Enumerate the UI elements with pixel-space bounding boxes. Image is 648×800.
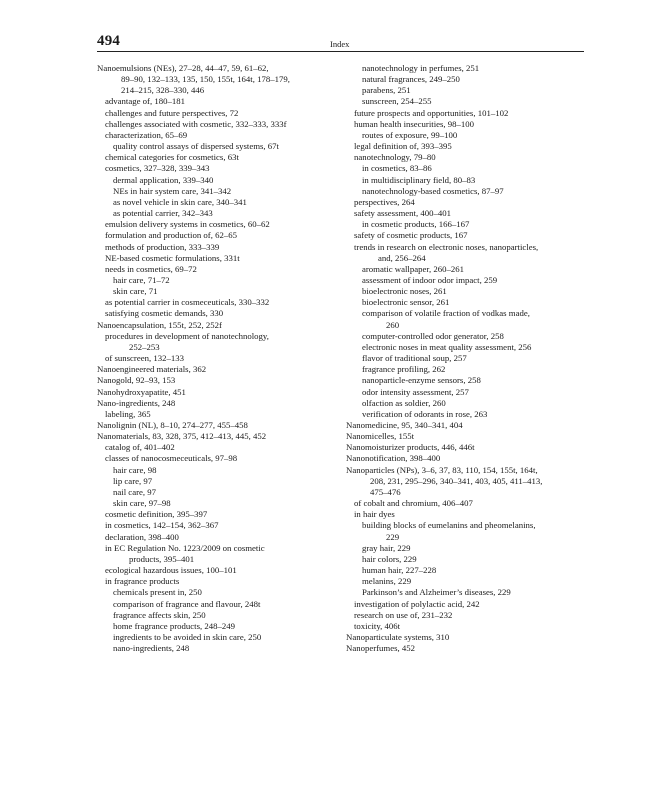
index-entry bbox=[97, 576, 333, 587]
index-entry-line: sunscreen, 254–255 bbox=[362, 96, 432, 107]
index-entry-line: classes of nanocosmeceuticals, 97–98 bbox=[105, 453, 238, 464]
index-entry-line: building blocks of eumelanins and pheomelanins, bbox=[362, 520, 536, 531]
index-entry-line: comparison of fragrance and flavour, 248t bbox=[113, 598, 261, 609]
index-entry bbox=[346, 119, 584, 130]
index-entry bbox=[97, 420, 333, 431]
index-entry-line: aromatic wallpaper, 260–261 bbox=[362, 263, 464, 274]
page-number: 494 bbox=[97, 33, 121, 49]
index-entry-line: and, 256–264 bbox=[378, 252, 426, 263]
index-entry-line: in cosmetic products, 166–167 bbox=[362, 219, 470, 230]
index-entry bbox=[97, 364, 333, 375]
index-entry bbox=[346, 610, 584, 621]
index-entry bbox=[346, 219, 584, 230]
index-entry bbox=[346, 409, 584, 420]
index-entry-line: trends in research on electronic noses, nanoparticles, bbox=[354, 241, 539, 252]
index-entry bbox=[97, 375, 333, 386]
index-entry bbox=[97, 208, 333, 219]
index-entry bbox=[346, 331, 584, 342]
index-entry bbox=[97, 96, 333, 107]
index-entry-line: of cobalt and chromium, 406–407 bbox=[354, 498, 473, 509]
index-entry-line: nanoparticle-enzyme sensors, 258 bbox=[362, 375, 481, 386]
index-entry bbox=[97, 175, 333, 186]
index-entry bbox=[346, 264, 584, 275]
index-entry bbox=[346, 108, 584, 119]
index-entry bbox=[346, 398, 584, 409]
index-entry bbox=[346, 420, 584, 431]
index-entry-line: electronic noses in meat quality assessment, 256 bbox=[362, 341, 532, 352]
index-entry bbox=[97, 119, 333, 130]
index-entry bbox=[346, 286, 584, 297]
index-entry bbox=[97, 275, 333, 286]
index-entry-line: Nanolignin (NL), 8–10, 274–277, 455–458 bbox=[97, 420, 248, 430]
index-entry bbox=[97, 643, 333, 654]
index-entry-line: Nanohydroxyapatite, 451 bbox=[97, 386, 186, 397]
index-entry bbox=[346, 543, 584, 554]
index-entry-line: olfaction as soldier, 260 bbox=[362, 397, 446, 408]
index-entry-line: Nanomoisturizer products, 446, 446t bbox=[346, 442, 475, 453]
index-entry bbox=[346, 63, 584, 74]
index-entry bbox=[346, 632, 584, 643]
index-entry bbox=[346, 587, 584, 598]
index-entry bbox=[346, 353, 584, 364]
index-entry bbox=[346, 375, 584, 386]
index-entry-line: 229 bbox=[386, 531, 400, 542]
index-entry bbox=[346, 163, 584, 174]
index-entry-line: needs in cosmetics, 69–72 bbox=[105, 263, 197, 274]
index-entry-line: declaration, 398–400 bbox=[105, 531, 179, 542]
index-entry bbox=[97, 610, 333, 621]
index-entry bbox=[97, 141, 333, 152]
index-entry bbox=[97, 230, 333, 241]
index-entry bbox=[346, 175, 584, 186]
index-entry-line: chemicals present in, 250 bbox=[113, 587, 202, 598]
index-entry bbox=[97, 108, 333, 119]
index-entry bbox=[97, 197, 333, 208]
index-entry-line: as potential carrier, 342–343 bbox=[113, 208, 213, 219]
index-entry-line: in cosmetics, 142–154, 362–367 bbox=[105, 520, 219, 531]
index-entry bbox=[346, 442, 584, 453]
index-entry-line: hair colors, 229 bbox=[362, 553, 417, 564]
index-entry-line: Nanoengineered materials, 362 bbox=[97, 364, 207, 375]
index-entry bbox=[346, 130, 584, 141]
index-entry bbox=[97, 353, 333, 364]
index-entry bbox=[346, 520, 584, 542]
index-entry bbox=[346, 643, 584, 654]
index-entry-line: emulsion delivery systems in cosmetics, 60–62 bbox=[105, 219, 270, 230]
index-entry-line: in multidisciplinary field, 80–83 bbox=[362, 174, 476, 185]
index-entry bbox=[97, 431, 333, 442]
index-entry-line: dermal application, 339–340 bbox=[113, 174, 214, 185]
index-entry-line: in EC Regulation No. 1223/2009 on cosmetic bbox=[105, 542, 265, 553]
index-entry-line: fragrance profiling, 262 bbox=[362, 364, 446, 375]
index-entry-line: bioelectronic sensor, 261 bbox=[362, 297, 450, 308]
index-entry-line: 89–90, 132–133, 135, 150, 155t, 164t, 178–179, bbox=[121, 74, 290, 85]
index-entry-line: labeling, 365 bbox=[105, 408, 151, 419]
index-entry-line: chemical categories for cosmetics, 63t bbox=[105, 152, 239, 163]
index-entry-line: 252–253 bbox=[129, 341, 160, 352]
index-entry-line: perspectives, 264 bbox=[354, 196, 415, 207]
index-entry-line: gray hair, 229 bbox=[362, 542, 411, 553]
index-entry bbox=[346, 230, 584, 241]
index-entry bbox=[97, 152, 333, 163]
index-entry-line: nanotechnology, 79–80 bbox=[354, 152, 436, 163]
index-entry-line: routes of exposure, 99–100 bbox=[362, 129, 458, 140]
index-entry bbox=[97, 453, 333, 464]
index-entry bbox=[97, 409, 333, 420]
index-entry-line: human health insecurities, 98–100 bbox=[354, 118, 475, 129]
index-entry-line: advantage of, 180–181 bbox=[105, 96, 185, 107]
index-entry-line: safety of cosmetic products, 167 bbox=[354, 230, 468, 241]
index-entry bbox=[97, 498, 333, 509]
index-entry-line: natural fragrances, 249–250 bbox=[362, 74, 460, 85]
index-entry bbox=[97, 219, 333, 230]
index-entry bbox=[97, 599, 333, 610]
index-entry bbox=[346, 96, 584, 107]
index-entry bbox=[97, 331, 333, 353]
index-entry-line: Nanoperfumes, 452 bbox=[346, 643, 416, 654]
index-entry bbox=[97, 543, 333, 565]
index-entry bbox=[346, 275, 584, 286]
index-entry bbox=[346, 576, 584, 587]
index-entry bbox=[346, 308, 584, 330]
index-entry-line: Nanoparticulate systems, 310 bbox=[346, 631, 450, 642]
index-entry bbox=[97, 242, 333, 253]
index-entry bbox=[346, 74, 584, 85]
index-entry bbox=[97, 565, 333, 576]
index-entry bbox=[97, 509, 333, 520]
index-entry bbox=[346, 465, 584, 498]
index-entry bbox=[97, 130, 333, 141]
index-entry-line: Nanomedicine, 95, 340–341, 404 bbox=[346, 420, 463, 430]
index-column-left bbox=[97, 63, 333, 654]
index-entry-line: flavor of traditional soup, 257 bbox=[362, 353, 467, 364]
index-entry bbox=[97, 487, 333, 498]
index-entry bbox=[97, 587, 333, 598]
index-entry-line: bioelectronic noses, 261 bbox=[362, 286, 447, 297]
index-entry bbox=[97, 532, 333, 543]
index-entry-line: of sunscreen, 132–133 bbox=[105, 353, 184, 364]
index-entry-line: Nanoencapsulation, 155t, 252, 252f bbox=[97, 319, 222, 330]
index-entry bbox=[97, 465, 333, 476]
index-entry-line: 214–215, 328–330, 446 bbox=[121, 85, 205, 96]
index-entry-line: fragrance affects skin, 250 bbox=[113, 609, 206, 620]
index-entry-line: procedures in development of nanotechnology, bbox=[105, 330, 269, 341]
index-entry bbox=[346, 342, 584, 353]
index-entry bbox=[97, 621, 333, 632]
index-entry bbox=[97, 387, 333, 398]
index-entry-line: human hair, 227–228 bbox=[362, 565, 437, 576]
index-entry-line: cosmetics, 327–328, 339–343 bbox=[105, 163, 210, 174]
index-entry-line: Nano-ingredients, 248 bbox=[97, 397, 176, 408]
index-entry-line: Nanoemulsions (NEs), 27–28, 44–47, 59, 61–62, bbox=[97, 63, 269, 73]
index-entry-line: hair care, 98 bbox=[113, 464, 157, 475]
index-entry-line: challenges and future perspectives, 72 bbox=[105, 107, 239, 118]
index-entry bbox=[346, 453, 584, 464]
index-column-right bbox=[346, 63, 584, 654]
index-entry-line: characterization, 65–69 bbox=[105, 129, 188, 140]
index-entry bbox=[97, 632, 333, 643]
index-entry bbox=[346, 565, 584, 576]
index-entry bbox=[97, 520, 333, 531]
index-entry-line: 260 bbox=[386, 319, 400, 330]
index-entry bbox=[346, 364, 584, 375]
index-entry-line: melanins, 229 bbox=[362, 576, 412, 587]
index-entry-line: as potential carrier in cosmeceuticals, 330–332 bbox=[105, 297, 270, 308]
index-entry-line: Nanogold, 92–93, 153 bbox=[97, 375, 176, 386]
index-entry-line: Nanomaterials, 83, 328, 375, 412–413, 445, 452 bbox=[97, 431, 267, 442]
index-entry-line: as novel vehicle in skin care, 340–341 bbox=[113, 196, 247, 207]
index-entry-line: 208, 231, 295–296, 340–341, 403, 405, 411–413, bbox=[370, 475, 543, 486]
index-entry bbox=[97, 186, 333, 197]
index-entry bbox=[346, 186, 584, 197]
index-entry bbox=[346, 141, 584, 152]
index-entry-line: nano-ingredients, 248 bbox=[113, 643, 190, 654]
index-entry bbox=[346, 208, 584, 219]
index-entry-line: NE-based cosmetic formulations, 331t bbox=[105, 252, 240, 263]
index-entry-line: verification of odorants in rose, 263 bbox=[362, 408, 488, 419]
index-entry bbox=[346, 297, 584, 308]
index-entry bbox=[346, 621, 584, 632]
index-entry bbox=[346, 509, 584, 520]
running-head: Index bbox=[330, 39, 350, 49]
index-entry bbox=[97, 476, 333, 487]
index-entry bbox=[346, 599, 584, 610]
index-entry-line: in hair dyes bbox=[354, 509, 395, 520]
index-entry bbox=[97, 163, 333, 174]
index-entry-line: products, 395–401 bbox=[129, 553, 195, 564]
index-entry-line: Nanomicelles, 155t bbox=[346, 431, 415, 442]
index-entry-line: research on use of, 231–232 bbox=[354, 609, 453, 620]
index-entry-line: assessment of indoor odor impact, 259 bbox=[362, 274, 498, 285]
index-entry-line: formulation and production of, 62–65 bbox=[105, 230, 237, 241]
index-entry bbox=[346, 152, 584, 163]
index-entry bbox=[97, 442, 333, 453]
index-entry-line: nanotechnology in perfumes, 251 bbox=[362, 63, 480, 73]
index-entry bbox=[346, 554, 584, 565]
index-entry bbox=[346, 431, 584, 442]
index-entry-line: future prospects and opportunities, 101–102 bbox=[354, 107, 509, 118]
index-entry-line: Nanoparticles (NPs), 3–6, 37, 83, 110, 154, 155t, 164t, bbox=[346, 464, 538, 475]
index-entry bbox=[346, 387, 584, 398]
index-entry-line: safety assessment, 400–401 bbox=[354, 208, 451, 219]
index-entry-line: comparison of volatile fraction of vodkas made, bbox=[362, 308, 530, 319]
index-entry bbox=[97, 264, 333, 275]
index-entry-line: catalog of, 401–402 bbox=[105, 442, 175, 453]
index-entry-line: nail care, 97 bbox=[113, 486, 156, 497]
index-entry-line: odor intensity assessment, 257 bbox=[362, 386, 469, 397]
index-entry-line: ingredients to be avoided in skin care, 250 bbox=[113, 631, 262, 642]
index-entry-line: investigation of polylactic acid, 242 bbox=[354, 598, 480, 609]
index-entry bbox=[97, 308, 333, 319]
index-entry bbox=[97, 398, 333, 409]
index-entry bbox=[346, 197, 584, 208]
index-entry-line: methods of production, 333–339 bbox=[105, 241, 220, 252]
index-entry bbox=[346, 242, 584, 264]
index-entry-line: in fragrance products bbox=[105, 576, 180, 587]
index-entry-line: in cosmetics, 83–86 bbox=[362, 163, 432, 174]
index-entry-line: lip care, 97 bbox=[113, 475, 153, 486]
index-entry-line: legal definition of, 393–395 bbox=[354, 141, 452, 152]
index-entry-line: skin care, 71 bbox=[113, 286, 158, 297]
index-entry-line: challenges associated with cosmetic, 332–333, 333f bbox=[105, 118, 287, 129]
index-entry bbox=[97, 253, 333, 264]
index-entry bbox=[97, 63, 333, 96]
index-entry-line: quality control assays of dispersed systems, 67t bbox=[113, 141, 279, 152]
index-entry bbox=[97, 286, 333, 297]
index-entry-line: cosmetic definition, 395–397 bbox=[105, 509, 208, 520]
index-entry-line: parabens, 251 bbox=[362, 85, 411, 96]
index-entry-line: nanotechnology-based cosmetics, 87–97 bbox=[362, 185, 504, 196]
index-entry-line: Nanonotification, 398–400 bbox=[346, 453, 441, 464]
header-rule bbox=[97, 51, 584, 52]
index-entry-line: home fragrance products, 248–249 bbox=[113, 620, 235, 631]
index-entry-line: NEs in hair system care, 341–342 bbox=[113, 185, 232, 196]
index-entry-line: Parkinson’s and Alzheimer’s diseases, 229 bbox=[362, 587, 511, 598]
index-entry-line: ecological hazardous issues, 100–101 bbox=[105, 565, 237, 576]
index-entry bbox=[346, 498, 584, 509]
index-entry-line: computer-controlled odor generator, 258 bbox=[362, 330, 504, 341]
index-entry-line: skin care, 97–98 bbox=[113, 498, 171, 509]
index-entry-line: hair care, 71–72 bbox=[113, 274, 170, 285]
index-entry bbox=[97, 297, 333, 308]
index-entry bbox=[346, 85, 584, 96]
index-entry-line: toxicity, 406t bbox=[354, 620, 401, 631]
index-entry bbox=[97, 320, 333, 331]
index-entry-line: satisfying cosmetic demands, 330 bbox=[105, 308, 224, 319]
index-entry-line: 475–476 bbox=[370, 486, 401, 497]
